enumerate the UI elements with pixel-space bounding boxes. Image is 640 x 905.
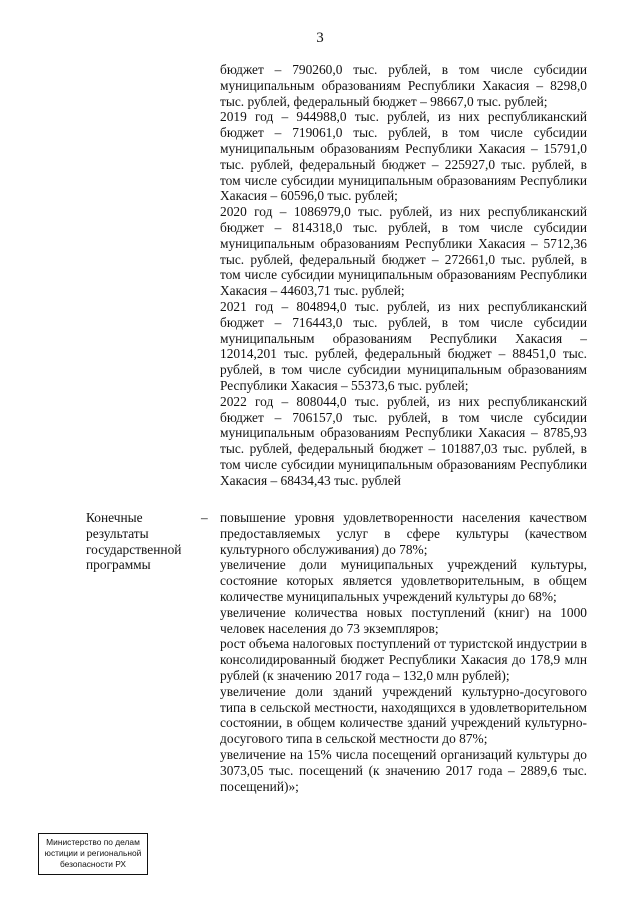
funding-text-block [220, 62, 587, 489]
funding-paragraph-2020: 2020 год – 1086979,0 тыс. рублей, из них республиканский бюджет – 814318,0 тыс. рублей, в том числе субсидии муниципальным образованиям Республики Хакасия – 5712,36 тыс. рублей, федеральный бюджет – 272661,0 тыс. рублей, в том числе субсидии муниципальным образованиям Республики Хакасия – 44603,71 тыс. рублей; [220, 204, 587, 299]
funding-paragraph-2019: 2019 год – 944988,0 тыс. рублей, из них республиканский бюджет – 719061,0 тыс. рублей, в том числе субсидии муниципальным образованиям Республики Хакасия – 15791,0 тыс. рублей, федеральный бюджет – 225927,0 тыс. рублей, в том числе субсидии муниципальным образованиям Республики Хакасия – 60596,0 тыс. рублей; [220, 109, 587, 204]
results-row-dash: – [201, 510, 208, 525]
results-label-line: программы [86, 557, 151, 573]
results-text-block [220, 510, 587, 794]
funding-paragraph-2021: 2021 год – 804894,0 тыс. рублей, из них республиканский бюджет – 716443,0 тыс. рублей, в том числе субсидии муниципальным образованиям Республики Хакасия – 12014,201 тыс. рублей, федеральный бюджет – 88451,0 тыс. рублей, в том числе субсидии муниципальным образованиям Республики Хакасия – 55373,6 тыс. рублей; [220, 298, 587, 393]
results-label-line: государственной [86, 541, 182, 557]
results-label-line: Конечные [86, 510, 143, 525]
result-item: повышение уровня удовлетворенности населения качеством предоставляемых услуг в сфере культуры (качеством культурного обслуживания) до 78%; [220, 510, 587, 557]
ministry-stamp [38, 833, 148, 875]
results-row-label [86, 510, 216, 573]
stamp-line: юстиции и региональной [44, 848, 142, 858]
results-label-line: результаты [86, 525, 149, 541]
page-number: 3 [316, 30, 324, 46]
result-item: рост объема налоговых поступлений от туристской индустрии в консолидированный бюджет Республики Хакасия до 178,9 млн рублей (к значению 2017 года – 132,0 млн рублей); [220, 636, 587, 683]
result-item: увеличение на 15% числа посещений организаций культуры до 3073,05 тыс. посещений (к значению 2017 года – 2889,6 тыс. посещений)»; [220, 746, 587, 794]
funding-paragraph-2022: 2022 год – 808044,0 тыс. рублей, из них республиканский бюджет – 706157,0 тыс. рублей, в том числе субсидии муниципальным образованиям Республики Хакасия – 8785,93 тыс. рублей, федеральный бюджет – 101887,03 тыс. рублей, в том числе субсидии муниципальным образованиям Республики Хакасия – 68434,43 тыс. рублей [220, 393, 587, 488]
stamp-line: Министерство по делам [46, 837, 140, 847]
funding-paragraph: бюджет – 790260,0 тыс. рублей, в том числе субсидии муниципальным образованиям Республики Хакасия – 8298,0 тыс. рублей, федеральный бюджет – 98667,0 тыс. рублей; [220, 62, 587, 109]
result-item: увеличение доли муниципальных учреждений культуры, состояние которых является удовлетворительным, в общем количестве муниципальных учреждений культуры до 68%; [220, 557, 587, 604]
result-item: увеличение доли зданий учреждений культурно-досугового типа в сельской местности, находящихся в удовлетворительном состоянии, в общем количестве зданий учреждений культурно-досугового типа в сельской местности до 87%; [220, 683, 587, 747]
stamp-line: безопасности РХ [59, 859, 127, 869]
result-item: увеличение количества новых поступлений (книг) на 1000 человек населения до 73 экземпляров; [220, 604, 587, 636]
